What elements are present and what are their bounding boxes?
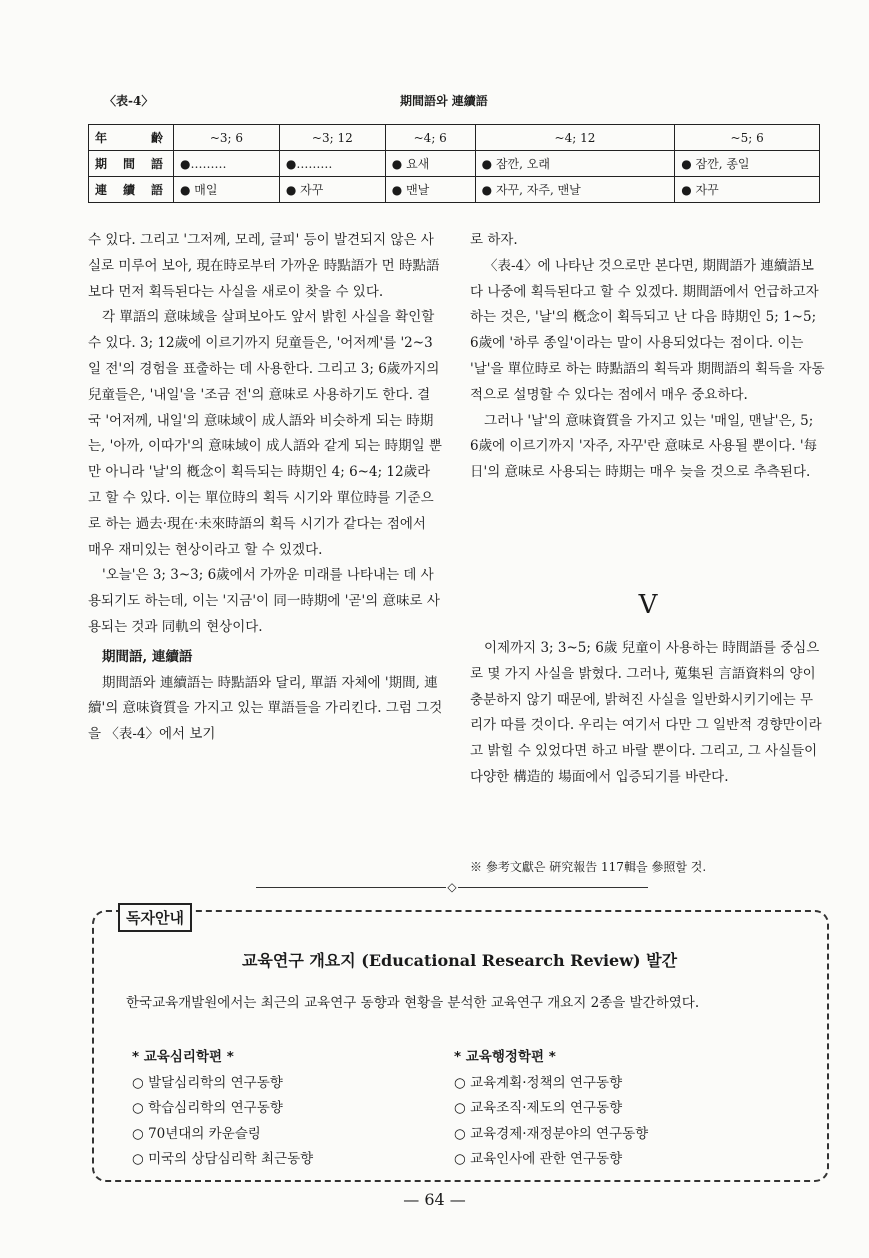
table-row xyxy=(89,125,820,151)
paragraph: 로 하자. xyxy=(470,232,518,248)
table-cell: ● 매일 xyxy=(174,177,280,203)
diamond-icon: ◇ xyxy=(447,880,457,894)
notice-paragraph: 한국교육개발원에서는 최근의 교육연구 동향과 현황을 분석한 교육연구 개요지 2종을 발간하였다. xyxy=(126,995,700,1011)
notice-body xyxy=(112,990,807,1017)
table-cell: ● 자꾸 xyxy=(279,177,385,203)
table-cell: ● 자꾸 xyxy=(675,177,820,203)
left-column xyxy=(88,228,443,748)
paragraph: 〈表-4〉에 나타난 것으로만 본다면, 期間語가 連續語보다 나중에 획득된다고 할 수 있겠다. 期間語에서 언급하고자 하는 것은, '날'의 槪念이 획득되고 난 다음 時期인 5; 1~5; 6歲에 '하루 종일'이라는 말이 사용되었다는 점이다. 이는 '날'을 單位時로 하는 時點語의 획득과 期間語의 획득을 자동적으로 설명할 수 있다는 점에서 매우 중요하다. xyxy=(470,257,825,403)
table-cell: ● 자꾸, 자주, 맨날 xyxy=(475,177,675,203)
right-column xyxy=(470,228,825,486)
age-cell: ~5; 6 xyxy=(675,125,820,151)
table-cell: ● 맨날 xyxy=(385,177,475,203)
table-row xyxy=(89,177,820,203)
section-numeral: V xyxy=(638,590,658,620)
list-item: ○ 학습심리학의 연구동향 xyxy=(132,1100,283,1116)
table-cell: ● 잠깐, 종일 xyxy=(675,151,820,177)
list-heading: * 교육행정학편 * xyxy=(454,1049,556,1065)
time-words-table xyxy=(88,124,820,203)
table-cell: ● 잠깐, 오래 xyxy=(475,151,675,177)
list-item: ○ 교육인사에 관한 연구동향 xyxy=(454,1151,623,1167)
age-cell: ~3; 6 xyxy=(174,125,280,151)
paragraph: 이제까지 3; 3~5; 6歲 兒童이 사용하는 時間語를 중심으로 몇 가지 사실을 밝혔다. 그러나, 蒐集된 言語資料의 양이 충분하지 않기 때문에, 밝혀진 사실을 일반화시키기에는 무리가 따를 것이다. 우리는 여기서 다만 그 일반적 경향만이라고 밝힐 수 있었다면 하고 바랄 뿐이다. 그리고, 그 사실들이 다양한 構造的 場面에서 입증되기를 바란다. xyxy=(470,640,822,785)
paragraph: 수 있다. 그리고 '그저께, 모레, 글피' 등이 발견되지 않은 사실로 미루어 보아, 現在時로부터 가까운 時點語가 먼 時點語보다 먼저 획득된다는 사실을 새로이 찾을 수 있다. xyxy=(88,232,440,300)
table-cell: ●……… xyxy=(279,151,385,177)
age-cell: ~4; 12 xyxy=(475,125,675,151)
paragraph: 각 單語의 意味域을 살펴보아도 앞서 밝힌 사실을 확인할 수 있다. 3; 12歲에 이르기까지 兒童들은, '어저께'를 '2~3일 전'의 경험을 표출하는 데 사용한다. 그리고 3; 6歲까지의 兒童들은, '내일'을 '조금 전'의 意味로 사용하기도 한다. 결국 '어저께, 내일'의 意味域이 成人語와 비슷하게 되는 時期는, '아까, 이따가'의 意味域이 成人語와 같게 되는 時期일 뿐만 아니라 '날'의 槪念이 획득되는 時期인 4; 6~4; 12歲라고 할 수 있다. 이는 單位時의 획득 시기와 單位時를 기준으로 하는 過去·現在·未來時語의 획득 시기가 같다는 점에서 매우 재미있는 현상이라고 할 수 있겠다. xyxy=(88,309,442,558)
table-cell: ●……… xyxy=(174,151,280,177)
table-caption-label: 〈表-4〉 xyxy=(104,94,154,108)
administration-list xyxy=(454,1045,648,1173)
notice-badge: 독자안내 xyxy=(118,903,192,932)
table-row xyxy=(89,151,820,177)
list-item: ○ 70년대의 카운슬링 xyxy=(132,1125,261,1142)
list-item: ○ 미국의 상담심리학 최근동향 xyxy=(132,1151,314,1167)
header-label: 年齡 xyxy=(89,125,174,151)
page-number: — 64 — xyxy=(403,1190,466,1209)
table-caption-title: 期間語와 連續語 xyxy=(400,94,488,108)
subheading: 期間語, 連續語 xyxy=(102,648,193,665)
list-item: ○ 발달심리학의 연구동향 xyxy=(132,1074,283,1091)
paragraph: 期間語와 連續語는 時點語와 달리, 單語 자체에 '期間, 連續'의 意味資質을 가지고 있는 單語들을 가리킨다. 그럼 그것을 〈表-4〉에서 보기 xyxy=(88,674,443,743)
age-cell: ~4; 6 xyxy=(385,125,475,151)
notice-title: 교육연구 개요지 (Educational Research Review) 발간 xyxy=(241,951,678,970)
reference-note: ※ 參考文獻은 硏究報告 117輯을 參照할 것. xyxy=(470,860,707,874)
list-item: ○ 교육조직·제도의 연구동향 xyxy=(454,1100,623,1116)
list-heading: * 교육심리학편 * xyxy=(132,1049,234,1065)
list-item: ○ 교육계획·정책의 연구동향 xyxy=(454,1074,623,1091)
table-cell: ● 요새 xyxy=(385,151,475,177)
conclusion-text xyxy=(470,636,825,791)
row-label: 連續語 xyxy=(89,177,174,203)
list-item: ○ 교육경제·재정분야의 연구동향 xyxy=(454,1125,649,1142)
age-cell: ~3; 12 xyxy=(279,125,385,151)
paragraph: '오늘'은 3; 3~3; 6歲에서 가까운 미래를 나타내는 데 사용되기도 하는데, 이는 '지금'이 同一時期에 '곧'의 意味로 사용되는 것과 同軌의 현상이다. xyxy=(88,567,440,635)
row-label: 期間語 xyxy=(89,151,174,177)
psychology-list xyxy=(132,1045,313,1173)
paragraph: 그러나 '날'의 意味資質을 가지고 있는 '매일, 맨날'은, 5; 6歲에 이르기까지 '자주, 자꾸'란 意味로 사용될 뿐이다. '每日'의 意味로 사용되는 時期는 매우 늦을 것으로 추측된다. xyxy=(470,412,818,481)
